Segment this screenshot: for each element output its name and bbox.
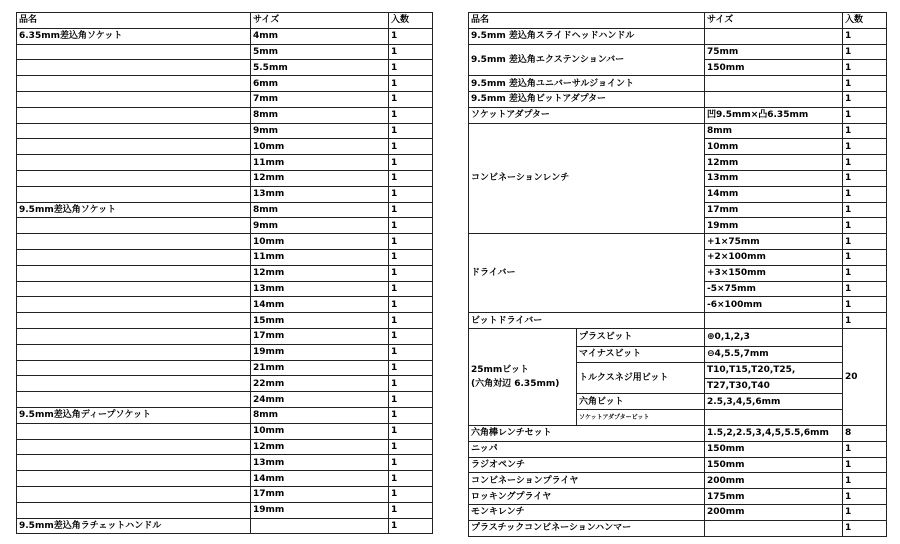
item-name: ソケットアダプター [469,107,705,123]
item-name-empty [17,139,251,155]
table-row [17,455,433,471]
item-qty: 1 [389,139,433,155]
table-row [17,186,433,202]
table-row [469,234,887,250]
table-header-row [17,13,433,29]
item-qty: 1 [843,76,887,92]
item-size [705,313,843,329]
table-row [17,281,433,297]
item-qty: 1 [843,202,887,218]
item-name: 9.5mm 差込角ユニバーサルジョイント [469,76,705,92]
bit-type: ソケットアダプタービット [577,410,705,426]
item-name-empty [17,91,251,107]
item-size [705,520,843,536]
item-size: 8mm [251,407,389,423]
item-name-empty [17,60,251,76]
item-size [705,28,843,44]
table-row [469,91,887,107]
item-name-empty [17,186,251,202]
item-size: 12mm [251,170,389,186]
item-qty: 1 [389,234,433,250]
table-row [469,489,887,505]
item-qty: 1 [389,376,433,392]
table-row [17,218,433,234]
table-row [17,107,433,123]
item-size [705,76,843,92]
item-name-empty [17,297,251,313]
item-qty: 1 [389,360,433,376]
item-qty: 1 [389,155,433,171]
item-size: 75mm [705,44,843,60]
item-qty: 1 [843,60,887,76]
item-qty: 1 [843,91,887,107]
item-name: コンビネーションプライヤ [469,473,705,489]
right-parts-table [468,12,887,537]
table-row [469,425,887,441]
item-qty: 1 [843,313,887,329]
item-qty: 1 [843,489,887,505]
item-qty: 1 [389,186,433,202]
item-qty: 1 [843,44,887,60]
item-size: 19mm [705,218,843,234]
item-qty: 1 [389,76,433,92]
item-size: 19mm [251,344,389,360]
item-qty: 1 [389,439,433,455]
item-qty: 1 [389,107,433,123]
table-row [17,328,433,344]
table-row [469,328,887,346]
bit-size: T27,T30,T40 [705,378,843,394]
item-name-empty [17,107,251,123]
item-qty: 1 [389,423,433,439]
item-name-empty [17,123,251,139]
item-size: -6×100mm [705,297,843,313]
table-row [17,76,433,92]
item-size: 22mm [251,376,389,392]
item-qty: 1 [389,502,433,518]
item-size: 12mm [251,439,389,455]
item-name: ドライバー [469,234,705,313]
table-row [17,60,433,76]
table-row [17,360,433,376]
table-row [17,471,433,487]
table-row [469,107,887,123]
table-row [17,265,433,281]
item-qty: 1 [389,170,433,186]
item-name: 6.35mm差込角ソケット [17,28,251,44]
item-name: 9.5mm差込角ディープソケット [17,407,251,423]
item-qty: 1 [389,44,433,60]
item-name: ニッパ [469,441,705,457]
item-qty: 1 [843,441,887,457]
table-row [17,234,433,250]
item-size [705,91,843,107]
item-qty: 1 [843,297,887,313]
item-name-empty [17,439,251,455]
item-qty: 1 [389,328,433,344]
item-qty: 1 [389,202,433,218]
item-qty: 1 [389,249,433,265]
table-row [17,407,433,423]
item-name: 9.5mm差込角ソケット [17,202,251,218]
item-qty: 1 [843,281,887,297]
table-row [17,392,433,408]
item-qty: 1 [389,344,433,360]
table-row [17,297,433,313]
table-row [17,28,433,44]
item-size: 17mm [251,486,389,502]
item-size: +1×75mm [705,234,843,250]
item-name-empty [17,423,251,439]
item-qty: 1 [843,170,887,186]
item-name-empty [17,328,251,344]
table-row [17,376,433,392]
bits-name-line1: 25mmビット [471,364,529,375]
item-qty: 1 [843,265,887,281]
item-size: 凹9.5mm×凸6.35mm [705,107,843,123]
item-size [251,518,389,534]
item-qty: 1 [843,107,887,123]
item-name-empty [17,234,251,250]
item-size: 10mm [251,139,389,155]
item-size: 11mm [251,155,389,171]
item-size: 150mm [705,441,843,457]
item-size: 13mm [251,281,389,297]
item-qty: 1 [843,218,887,234]
bit-type: プラスビット [577,328,705,346]
item-qty: 1 [389,518,433,534]
item-size: 13mm [251,455,389,471]
table-row [17,155,433,171]
item-size: 21mm [251,360,389,376]
bit-size: ⊕0,1,2,3 [705,328,843,346]
item-qty: 1 [843,234,887,250]
item-name-empty [17,170,251,186]
table-row [469,313,887,329]
item-name-empty [17,502,251,518]
item-name: ビットドライバー [469,313,705,329]
item-qty: 1 [389,313,433,329]
table-row [17,486,433,502]
header-qty: 入数 [389,13,433,29]
item-size: 17mm [705,202,843,218]
item-size: 12mm [705,155,843,171]
item-qty: 1 [389,91,433,107]
table-row [17,249,433,265]
bit-size: ⊖4,5.5,7mm [705,346,843,362]
item-qty: 1 [389,407,433,423]
header-name: 品名 [469,13,705,29]
table-row [17,91,433,107]
item-name: 六角棒レンチセット [469,425,705,441]
item-size: 14mm [251,471,389,487]
item-size: 15mm [251,313,389,329]
item-size: 9mm [251,123,389,139]
item-qty: 8 [843,425,887,441]
table-row [469,520,887,536]
item-size: 10mm [705,139,843,155]
table-row [17,313,433,329]
table-row [469,473,887,489]
item-qty: 1 [843,504,887,520]
item-qty: 1 [843,139,887,155]
item-qty: 1 [843,473,887,489]
item-name-empty [17,218,251,234]
item-name-empty [17,455,251,471]
item-name: プラスチックコンビネーションハンマー [469,520,705,536]
item-size: 14mm [705,186,843,202]
item-qty: 1 [843,186,887,202]
item-qty: 1 [843,249,887,265]
table-row [17,439,433,455]
item-qty: 1 [843,123,887,139]
table-header-row [469,13,887,29]
table-row [469,76,887,92]
item-size: 19mm [251,502,389,518]
item-size: +3×150mm [705,265,843,281]
table-row [17,502,433,518]
item-size: 6mm [251,76,389,92]
item-qty: 1 [389,265,433,281]
item-name-empty [17,313,251,329]
bit-size [705,410,843,426]
item-size: 10mm [251,423,389,439]
item-size: 150mm [705,60,843,76]
item-size: 10mm [251,234,389,250]
item-qty: 1 [843,28,887,44]
item-qty: 1 [389,455,433,471]
item-size: 12mm [251,265,389,281]
table-row [469,123,887,139]
item-size: 200mm [705,473,843,489]
bit-type: 六角ビット [577,394,705,410]
table-row [469,44,887,60]
bits-name-line2: (六角対辺 6.35mm) [471,378,560,389]
header-qty: 入数 [843,13,887,29]
bit-type: トルクスネジ用ビット [577,362,705,394]
header-name: 品名 [17,13,251,29]
item-name-empty [17,376,251,392]
table-row [17,44,433,60]
item-size: 4mm [251,28,389,44]
item-size: 8mm [251,202,389,218]
item-size: 13mm [705,170,843,186]
item-size: 13mm [251,186,389,202]
item-qty: 1 [389,486,433,502]
item-size: 11mm [251,249,389,265]
item-size: 8mm [251,107,389,123]
item-qty: 1 [389,123,433,139]
table-row [17,123,433,139]
item-size: 14mm [251,297,389,313]
item-size: 150mm [705,457,843,473]
header-size: サイズ [251,13,389,29]
table-row [469,28,887,44]
left-parts-table [16,12,433,534]
bit-size: T10,T15,T20,T25, [705,362,843,378]
table-row [17,344,433,360]
item-size: 5.5mm [251,60,389,76]
item-name-empty [17,249,251,265]
item-name: 9.5mm 差込角エクステンションバー [469,44,705,76]
item-name-empty [17,471,251,487]
item-name: 9.5mm 差込角スライドヘッドハンドル [469,28,705,44]
bits-qty: 20 [843,328,887,425]
item-qty: 1 [389,28,433,44]
item-size: 200mm [705,504,843,520]
item-qty: 1 [389,60,433,76]
item-name-empty [17,360,251,376]
table-row [469,504,887,520]
item-size: 7mm [251,91,389,107]
item-qty: 1 [389,281,433,297]
header-size: サイズ [705,13,843,29]
item-name-empty [17,44,251,60]
item-name: 9.5mm 差込角ビットアダプター [469,91,705,107]
item-size: 1.5,2,2.5,3,4,5,5.5,6mm [705,425,843,441]
item-qty: 1 [843,457,887,473]
item-name-empty [17,155,251,171]
item-qty: 1 [843,520,887,536]
item-name-empty [17,281,251,297]
bit-type: マイナスビット [577,346,705,362]
table-row [17,518,433,534]
table-row [17,423,433,439]
item-name-empty [17,486,251,502]
item-name: ロッキングプライヤ [469,489,705,505]
item-qty: 1 [389,392,433,408]
item-qty: 1 [389,297,433,313]
item-size: 9mm [251,218,389,234]
item-size: 8mm [705,123,843,139]
item-size: 175mm [705,489,843,505]
item-name: ラジオペンチ [469,457,705,473]
table-row [469,441,887,457]
item-name-empty [17,344,251,360]
item-name-empty [17,392,251,408]
item-qty: 1 [389,471,433,487]
bit-size: 2.5,3,4,5,6mm [705,394,843,410]
table-row [17,202,433,218]
item-name-empty [17,76,251,92]
item-name: 9.5mm差込角ラチェットハンドル [17,518,251,534]
item-qty: 1 [389,218,433,234]
bits-name [469,328,577,425]
item-size: 24mm [251,392,389,408]
item-name-empty [17,265,251,281]
table-row [17,139,433,155]
item-size: 17mm [251,328,389,344]
table-row [469,457,887,473]
item-name: モンキレンチ [469,504,705,520]
item-size: -5×75mm [705,281,843,297]
item-size: 5mm [251,44,389,60]
table-row [17,170,433,186]
item-name: コンビネーションレンチ [469,123,705,234]
item-qty: 1 [843,155,887,171]
item-size: +2×100mm [705,249,843,265]
